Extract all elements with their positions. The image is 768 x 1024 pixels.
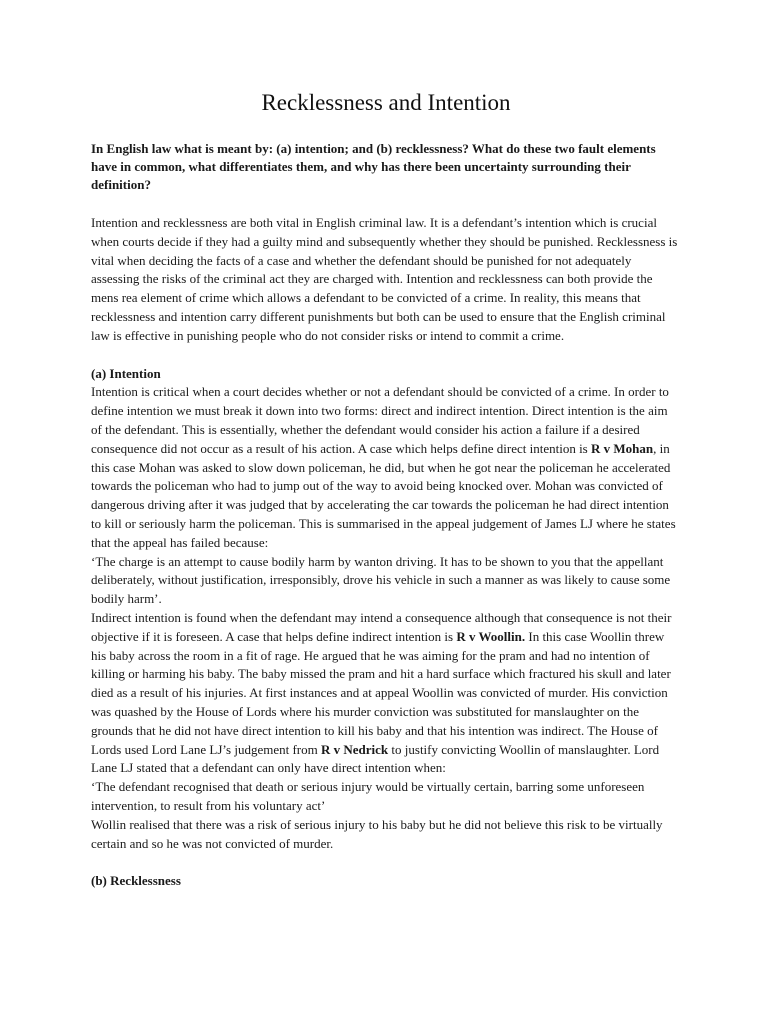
text-run: Indirect intention is found when the defendant may intend a consequence although that consequence is not their objective if it is foreseen. A case that helps define indirect intention is [91,609,672,644]
quote-mohan: ‘The charge is an attempt to cause bodily harm by wanton driving. It has to be shown to you that the appellant deliberately, without justification, irresponsibly, drove his vehicle in such a manner as was likely to cause some bodily harm’. [91,553,671,607]
text-run: In this case Woollin threw his baby across the room in a fit of rage. He argued that he was aiming for the pram and had no intention of killing or harming his baby. The baby missed the pram and hit a hard surface which fractured his skull and later died as a result of his injuries. At first instances and at appeal Woollin was convicted of murder. His conviction was quashed by the House of Lords where his murder conviction was substituted for manslaughter on the grounds that he did not have direct intention to kill his baby and that his intention was indirect. The House of Lords used Lord Lane LJ’s judgement from [91,628,671,757]
case-name-mohan: R v Mohan [591,440,654,456]
case-name-woollin: R v Woollin. [456,628,526,644]
text-run: to justify convicting Woollin of manslaughter. Lord Lane LJ stated that a defendant can only have direct intention when: [91,741,660,776]
document-title: Recklessness and Intention [261,90,511,115]
section-b-heading: (b) Recklessness [91,873,181,889]
case-name-nedrick: R v Nedrick [320,741,389,757]
intention-paragraph [91,383,681,552]
text-run: Intention is critical when a court decides whether or not a defendant should be convicted of a crime. In order to define intention we must break it down into two forms: direct and indirect intention. Direct intention is the aim of the defendant. This is essentially, whether the defendant would consider his action a failure if a desired consequence did not occur as a result of his action. A case which helps define direct intention is [91,384,669,456]
spacer [91,346,681,365]
spacer [91,853,681,872]
text-run: , in this case Mohan was asked to slow down policeman, he did, but when he got near the policeman he accelerated towards the policeman who had to jump out of the way to avoid being knocked over. Mohan was convicted of dangerous driving after it was judged that by accelerating the car towards the policeman he had direct intention to kill or seriously harm the policeman. This is summarised in the appeal judgement of James LJ where he states that the appeal has failed because: [91,440,676,550]
document-page [91,88,681,891]
indirect-intention-paragraph [91,609,681,778]
quote-nedrick: ‘The defendant recognised that death or serious injury would be virtually certain, barring some unforeseen intervention, to result from his voluntary act’ [91,779,645,813]
essay-question: In English law what is meant by: (a) intention; and (b) recklessness? What do these two fault elements have in common, what differentiates them, and why has there been uncertainty surrounding their definition? [91,141,656,192]
woollin-conclusion-paragraph: Wollin realised that there was a risk of serious injury to his baby but he did not believe this risk to be virtually certain and so he was not convicted of murder. [91,816,663,851]
section-a-heading: (a) Intention [91,365,161,381]
intro-paragraph: Intention and recklessness are both vital in English criminal law. It is a defendant’s intention which is crucial when courts decide if they had a guilty mind and subsequently whether they should be punished. Recklessness is vital when deciding the facts of a case and whether the defendant should be punished for not adequately assessing the risks of the criminal act they are charged with. Intention and recklessness can both provide the mens rea element of crime which allows a defendant to be convicted of a crime. In reality, this means that recklessness and intention carry different punishments but both can be used to ensure that the English criminal law is effective in punishing people who do not consider risks or intend to commit a crime. [91,215,678,343]
